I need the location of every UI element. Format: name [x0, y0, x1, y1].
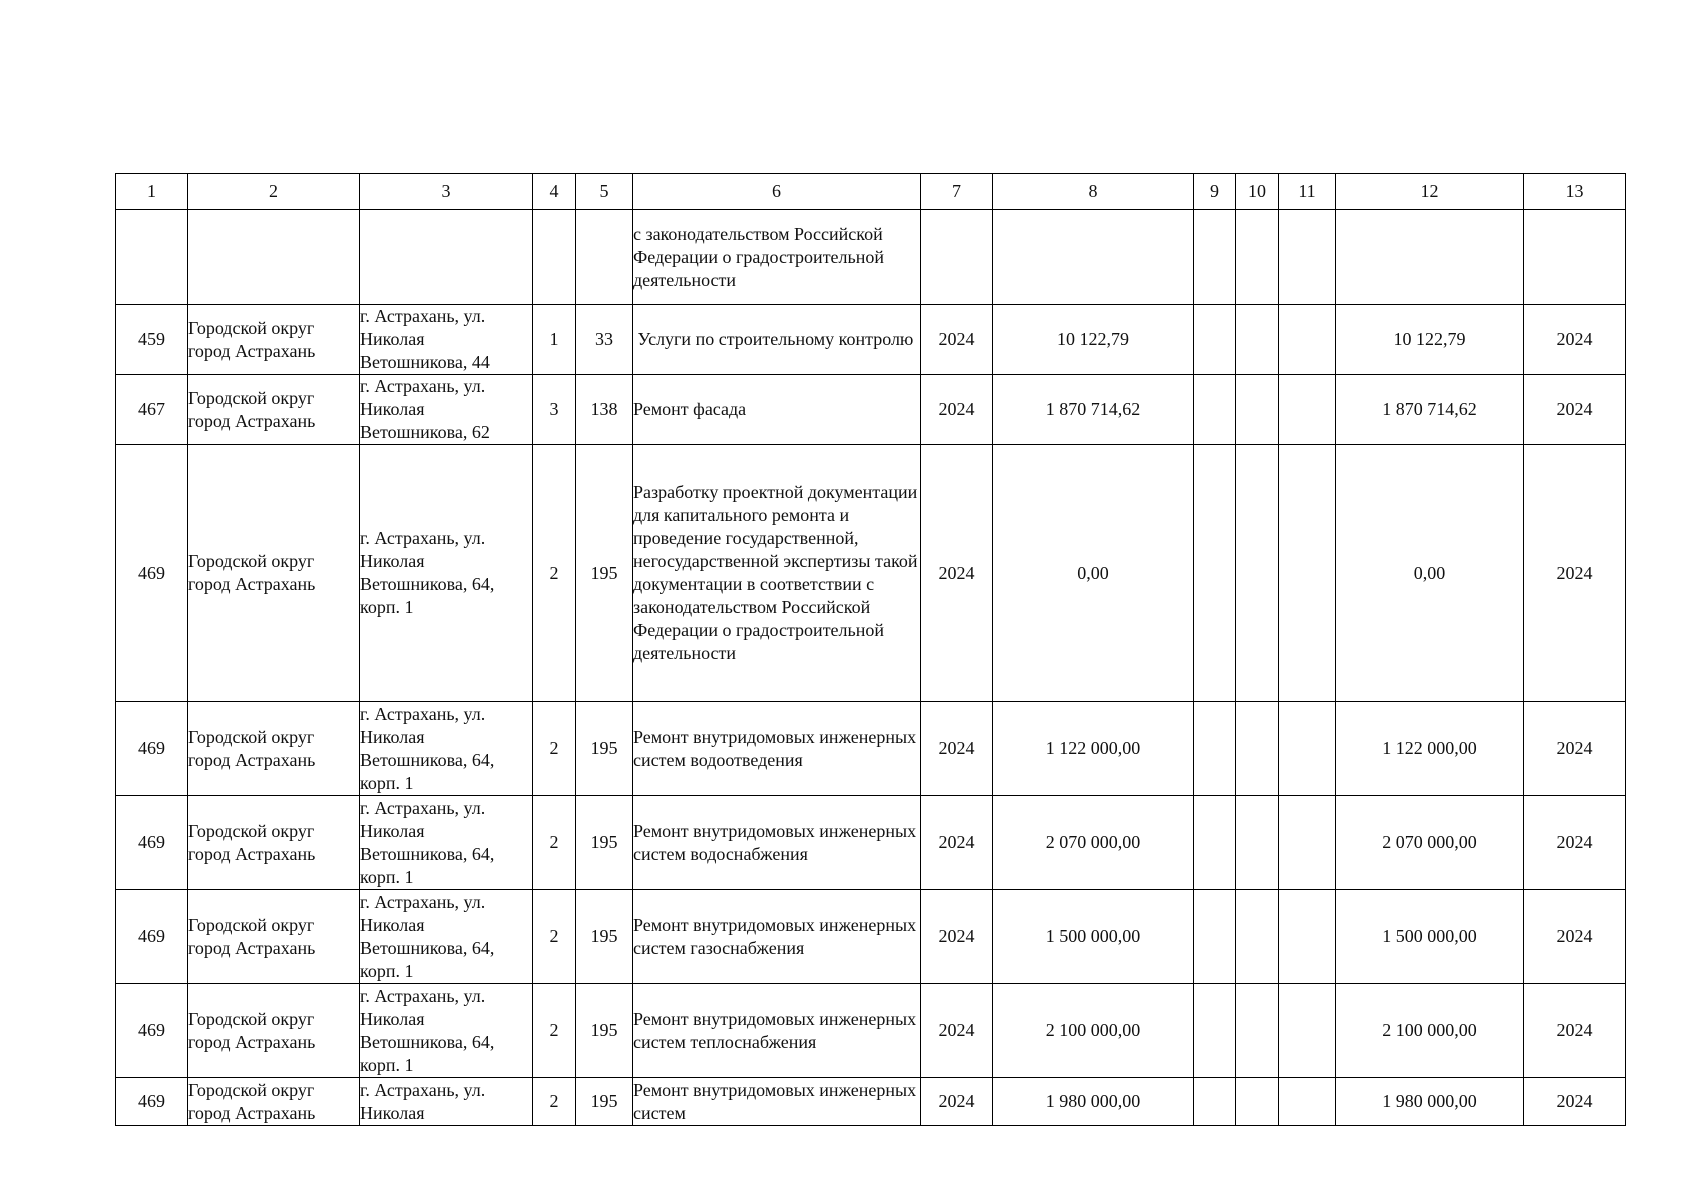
- total-cell: 1 980 000,00: [1336, 1078, 1524, 1126]
- end-year-cell: 2024: [1524, 796, 1626, 890]
- address-cell: г. Астрахань, ул. Николая: [360, 1078, 533, 1126]
- column-header: 11: [1279, 174, 1336, 210]
- col11-cell: [1279, 984, 1336, 1078]
- col5-cell: 195: [576, 702, 633, 796]
- col11-cell: [1279, 305, 1336, 375]
- col10-cell: [1236, 890, 1279, 984]
- end-year-cell: 2024: [1524, 305, 1626, 375]
- column-header: 2: [188, 174, 360, 210]
- column-header: 6: [633, 174, 921, 210]
- col4-cell: 2: [533, 890, 576, 984]
- work-type-cell: Услуги по строительному контролю: [633, 305, 921, 375]
- col5-cell: 195: [576, 984, 633, 1078]
- col9-cell: [1194, 210, 1236, 305]
- year-cell: 2024: [921, 445, 993, 702]
- col5-cell: 195: [576, 445, 633, 702]
- address-cell: г. Астрахань, ул. Николая Ветошникова, 64, корп. 1: [360, 445, 533, 702]
- col5-cell: 195: [576, 796, 633, 890]
- work-type-cell: Ремонт фасада: [633, 375, 921, 445]
- column-number-row: [116, 174, 1626, 210]
- col11-cell: [1279, 375, 1336, 445]
- column-header: 13: [1524, 174, 1626, 210]
- row-number-cell: 469: [116, 796, 188, 890]
- col11-cell: [1279, 210, 1336, 305]
- work-type-cell: Ремонт внутридомовых инженерных систем водоотведения: [633, 702, 921, 796]
- work-type-cell: Ремонт внутридомовых инженерных систем: [633, 1078, 921, 1126]
- municipality-cell: Городской округ город Астрахань: [188, 305, 360, 375]
- row-number-cell: [116, 210, 188, 305]
- total-cell: [1336, 210, 1524, 305]
- table-row: [116, 702, 1626, 796]
- column-header: 1: [116, 174, 188, 210]
- col11-cell: [1279, 445, 1336, 702]
- col4-cell: [533, 210, 576, 305]
- work-type-cell: Ремонт внутридомовых инженерных систем водоснабжения: [633, 796, 921, 890]
- document-page: [115, 173, 1626, 1126]
- col9-cell: [1194, 702, 1236, 796]
- end-year-cell: 2024: [1524, 702, 1626, 796]
- col4-cell: 3: [533, 375, 576, 445]
- col5-cell: 195: [576, 1078, 633, 1126]
- address-cell: г. Астрахань, ул. Николая Ветошникова, 64, корп. 1: [360, 702, 533, 796]
- cost-cell: 10 122,79: [993, 305, 1194, 375]
- cost-cell: 1 500 000,00: [993, 890, 1194, 984]
- municipality-cell: [188, 210, 360, 305]
- end-year-cell: 2024: [1524, 1078, 1626, 1126]
- row-number-cell: 469: [116, 702, 188, 796]
- col10-cell: [1236, 445, 1279, 702]
- address-cell: г. Астрахань, ул. Николая Ветошникова, 64, корп. 1: [360, 796, 533, 890]
- end-year-cell: [1524, 210, 1626, 305]
- col11-cell: [1279, 890, 1336, 984]
- municipality-cell: Городской округ город Астрахань: [188, 445, 360, 702]
- column-header: 3: [360, 174, 533, 210]
- end-year-cell: 2024: [1524, 375, 1626, 445]
- table-row: [116, 210, 1626, 305]
- row-number-cell: 459: [116, 305, 188, 375]
- total-cell: 2 100 000,00: [1336, 984, 1524, 1078]
- municipality-cell: Городской округ город Астрахань: [188, 375, 360, 445]
- col4-cell: 2: [533, 984, 576, 1078]
- col10-cell: [1236, 305, 1279, 375]
- cost-cell: 1 980 000,00: [993, 1078, 1194, 1126]
- year-cell: 2024: [921, 1078, 993, 1126]
- table-row: [116, 445, 1626, 702]
- col10-cell: [1236, 375, 1279, 445]
- municipality-cell: Городской округ город Астрахань: [188, 702, 360, 796]
- col11-cell: [1279, 796, 1336, 890]
- total-cell: 10 122,79: [1336, 305, 1524, 375]
- col5-cell: 33: [576, 305, 633, 375]
- year-cell: [921, 210, 993, 305]
- col9-cell: [1194, 305, 1236, 375]
- col9-cell: [1194, 796, 1236, 890]
- work-type-cell: Ремонт внутридомовых инженерных систем газоснабжения: [633, 890, 921, 984]
- col9-cell: [1194, 445, 1236, 702]
- col5-cell: 195: [576, 890, 633, 984]
- column-header: 9: [1194, 174, 1236, 210]
- table-row: [116, 305, 1626, 375]
- table-row: [116, 1078, 1626, 1126]
- total-cell: 1 870 714,62: [1336, 375, 1524, 445]
- col10-cell: [1236, 210, 1279, 305]
- row-number-cell: 469: [116, 984, 188, 1078]
- col10-cell: [1236, 796, 1279, 890]
- col10-cell: [1236, 984, 1279, 1078]
- col9-cell: [1194, 375, 1236, 445]
- cost-cell: 1 870 714,62: [993, 375, 1194, 445]
- year-cell: 2024: [921, 702, 993, 796]
- address-cell: г. Астрахань, ул. Николая Ветошникова, 62: [360, 375, 533, 445]
- row-number-cell: 469: [116, 1078, 188, 1126]
- col4-cell: 2: [533, 1078, 576, 1126]
- col4-cell: 2: [533, 796, 576, 890]
- table-row: [116, 375, 1626, 445]
- row-number-cell: 467: [116, 375, 188, 445]
- col4-cell: 2: [533, 702, 576, 796]
- col4-cell: 1: [533, 305, 576, 375]
- cost-cell: 2 100 000,00: [993, 984, 1194, 1078]
- column-header: 12: [1336, 174, 1524, 210]
- col10-cell: [1236, 702, 1279, 796]
- total-cell: 1 500 000,00: [1336, 890, 1524, 984]
- address-cell: г. Астрахань, ул. Николая Ветошникова, 64, корп. 1: [360, 984, 533, 1078]
- year-cell: 2024: [921, 796, 993, 890]
- cost-cell: 0,00: [993, 445, 1194, 702]
- col4-cell: 2: [533, 445, 576, 702]
- municipality-cell: Городской округ город Астрахань: [188, 890, 360, 984]
- col11-cell: [1279, 1078, 1336, 1126]
- table-row: [116, 796, 1626, 890]
- col9-cell: [1194, 984, 1236, 1078]
- cost-cell: 1 122 000,00: [993, 702, 1194, 796]
- table-row: [116, 984, 1626, 1078]
- capital-repair-table: [115, 173, 1626, 1126]
- col5-cell: 138: [576, 375, 633, 445]
- address-cell: г. Астрахань, ул. Николая Ветошникова, 64, корп. 1: [360, 890, 533, 984]
- cost-cell: [993, 210, 1194, 305]
- col11-cell: [1279, 702, 1336, 796]
- work-type-cell: Ремонт внутридомовых инженерных систем теплоснабжения: [633, 984, 921, 1078]
- total-cell: 1 122 000,00: [1336, 702, 1524, 796]
- address-cell: г. Астрахань, ул. Николая Ветошникова, 44: [360, 305, 533, 375]
- year-cell: 2024: [921, 984, 993, 1078]
- column-header: 8: [993, 174, 1194, 210]
- row-number-cell: 469: [116, 445, 188, 702]
- column-header: 4: [533, 174, 576, 210]
- year-cell: 2024: [921, 305, 993, 375]
- work-type-cell: с законодательством Российской Федерации о градостроительной деятельности: [633, 210, 921, 305]
- total-cell: 0,00: [1336, 445, 1524, 702]
- municipality-cell: Городской округ город Астрахань: [188, 796, 360, 890]
- end-year-cell: 2024: [1524, 445, 1626, 702]
- year-cell: 2024: [921, 375, 993, 445]
- col5-cell: [576, 210, 633, 305]
- row-number-cell: 469: [116, 890, 188, 984]
- col9-cell: [1194, 1078, 1236, 1126]
- work-type-cell: Разработку проектной документации для капитального ремонта и проведение государственной, негосударственной экспертизы такой документации в соответствии с законодательством Российской Федерации о градостроительной деятельности: [633, 445, 921, 702]
- table-row: [116, 890, 1626, 984]
- total-cell: 2 070 000,00: [1336, 796, 1524, 890]
- col9-cell: [1194, 890, 1236, 984]
- column-header: 7: [921, 174, 993, 210]
- cost-cell: 2 070 000,00: [993, 796, 1194, 890]
- column-header: 10: [1236, 174, 1279, 210]
- end-year-cell: 2024: [1524, 984, 1626, 1078]
- municipality-cell: Городской округ город Астрахань: [188, 984, 360, 1078]
- end-year-cell: 2024: [1524, 890, 1626, 984]
- year-cell: 2024: [921, 890, 993, 984]
- column-header: 5: [576, 174, 633, 210]
- col10-cell: [1236, 1078, 1279, 1126]
- address-cell: [360, 210, 533, 305]
- municipality-cell: Городской округ город Астрахань: [188, 1078, 360, 1126]
